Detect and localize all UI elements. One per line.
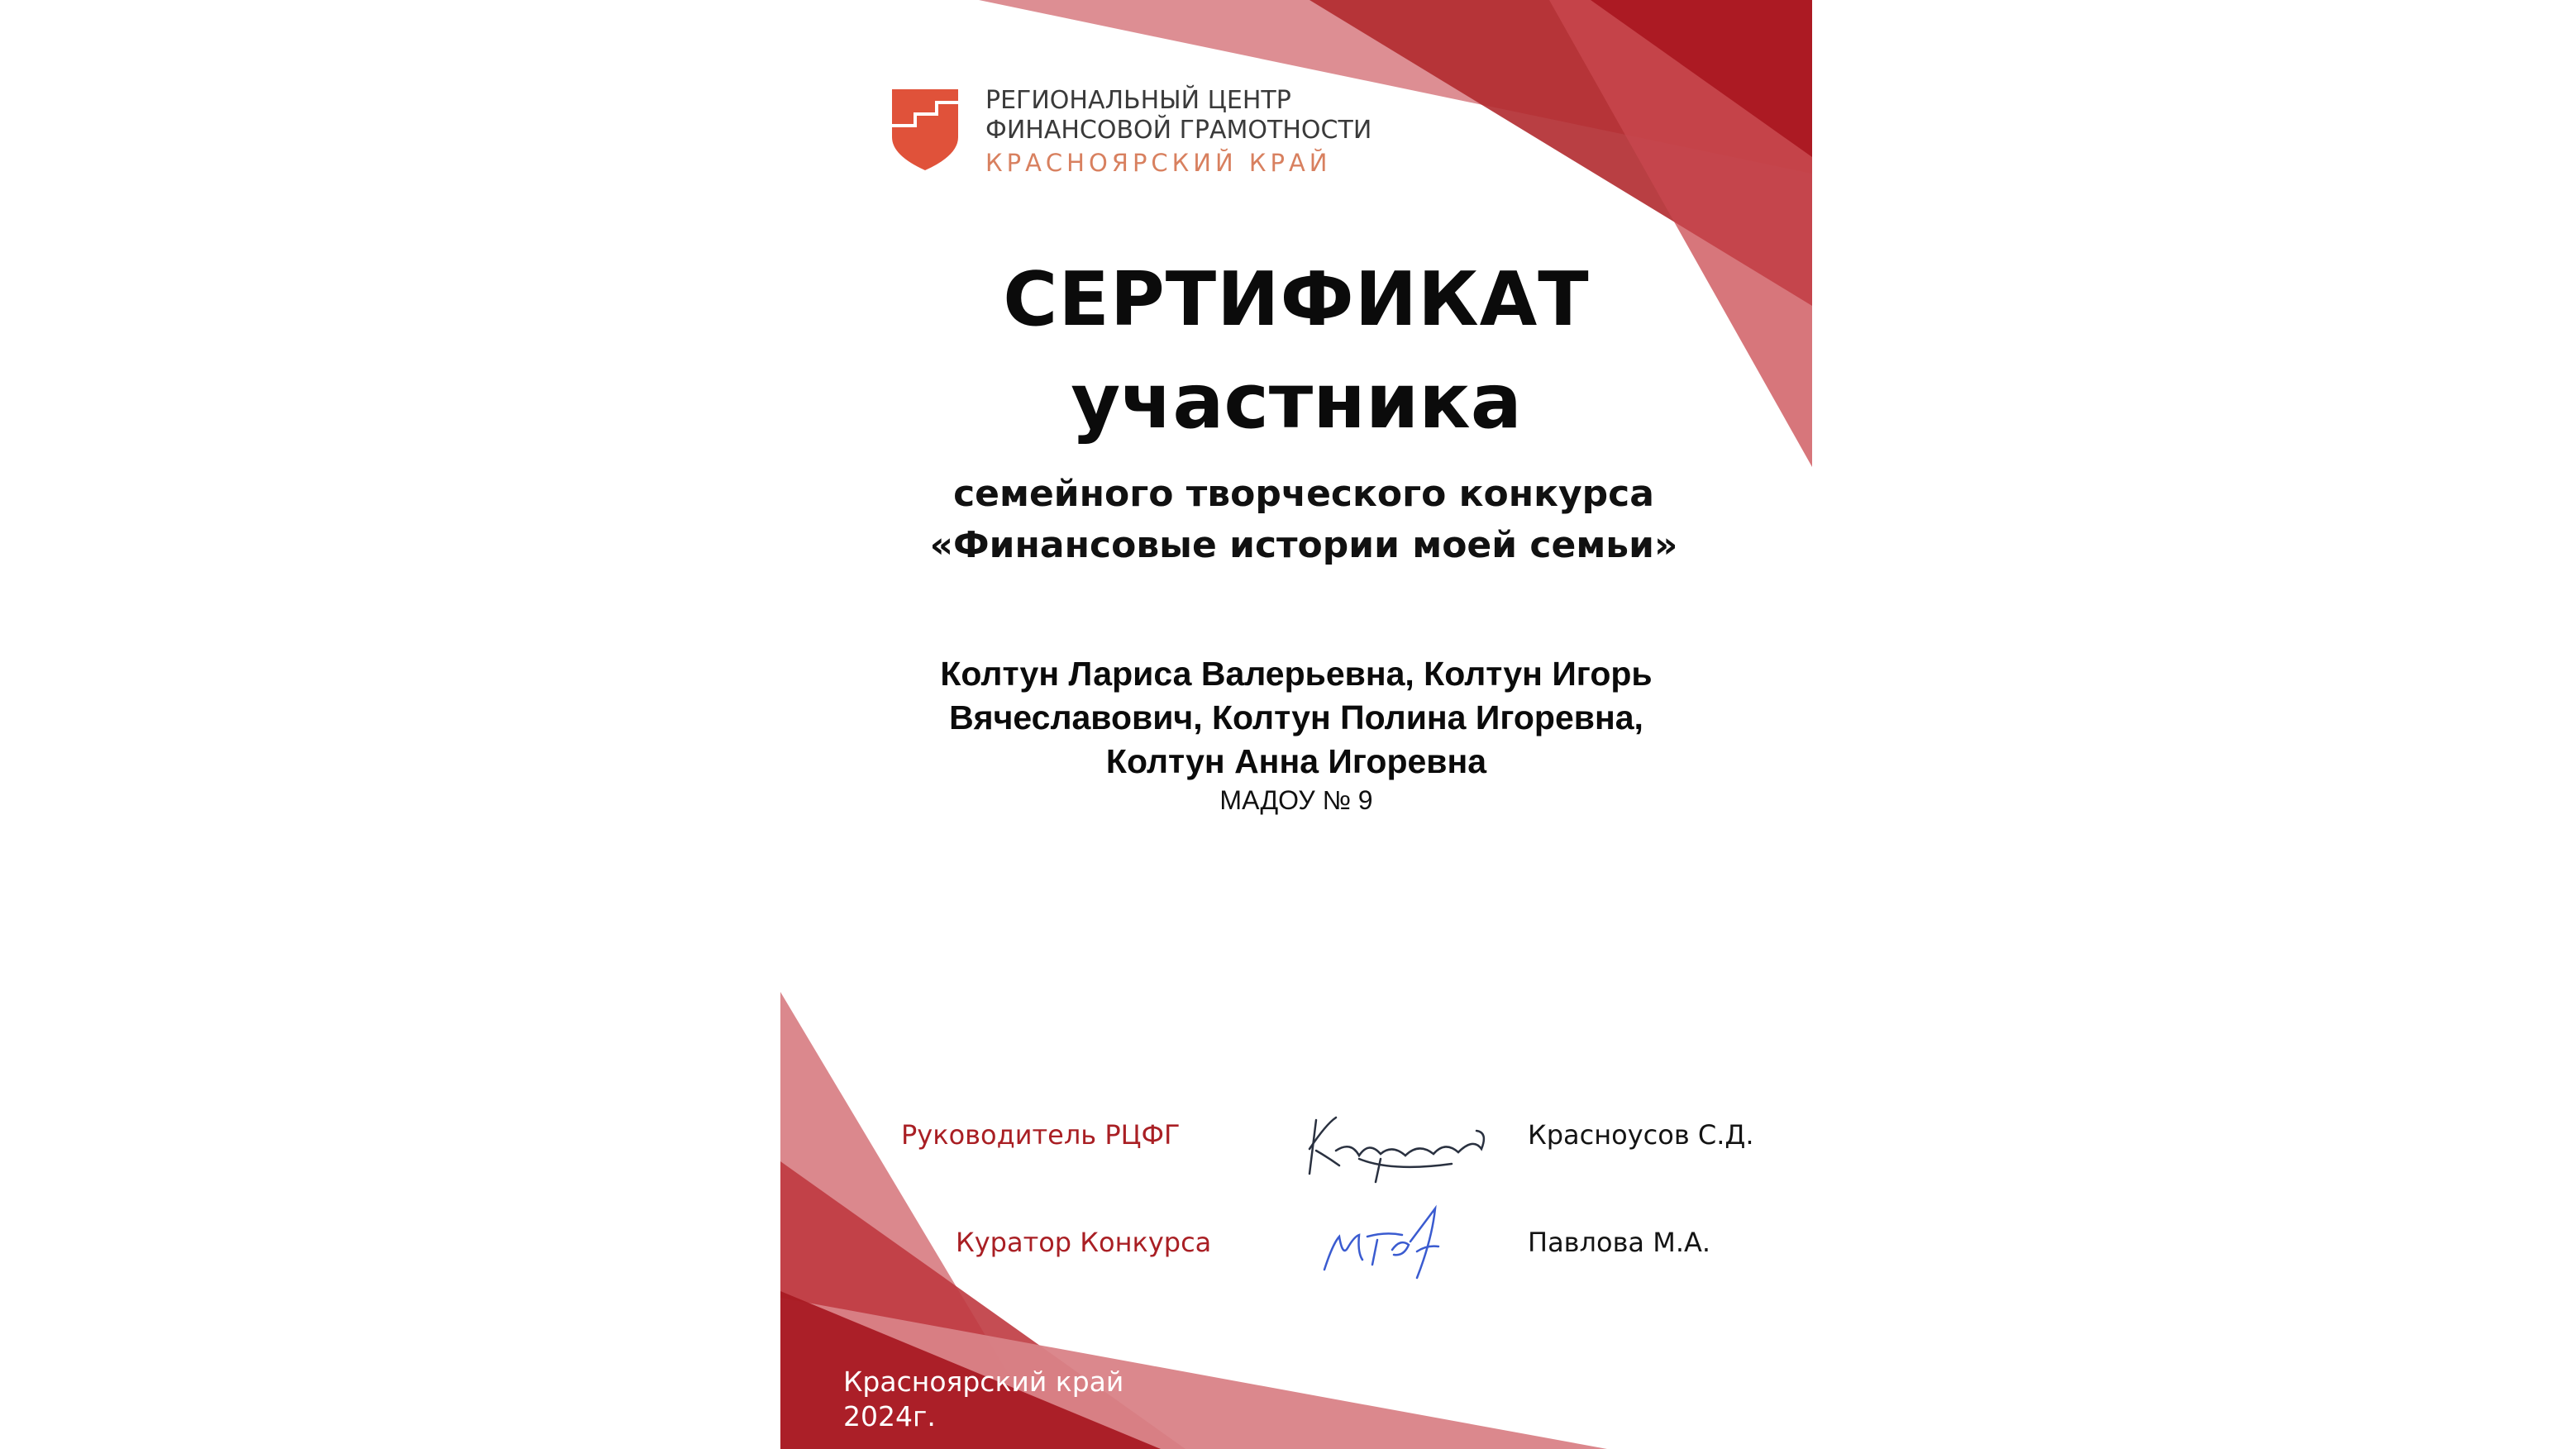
- participant-names-line3: Колтун Анна Игоревна: [1105, 742, 1487, 780]
- participant-names-line1: Колтун Лариса Валерьевна, Колтун Игорь: [940, 655, 1653, 693]
- signer-1-role: Руководитель РЦФГ: [901, 1119, 1181, 1151]
- signature-2-handwriting: [1324, 1208, 1438, 1278]
- footer-year: 2024г.: [843, 1400, 936, 1432]
- participant-names-line2: Вячеславович, Колтун Полина Игоревна,: [949, 698, 1643, 736]
- contest-name-line1: семейного творческого конкурса: [953, 473, 1654, 515]
- certificate-subtitle: участника: [1071, 357, 1522, 446]
- rcfg-logo-icon: [892, 89, 958, 170]
- signature-1-handwriting: [1309, 1118, 1484, 1182]
- signer-1-name: Красноусов С.Д.: [1528, 1119, 1754, 1151]
- institution: МАДОУ № 9: [1219, 785, 1373, 815]
- certificate: [780, 0, 1812, 1449]
- org-region: КРАСНОЯРСКИЙ КРАЙ: [985, 149, 1332, 177]
- signer-2-role: Куратор Конкурса: [956, 1227, 1212, 1258]
- contest-name-line2: «Финансовые истории моей семьи»: [929, 524, 1678, 566]
- signer-2-name: Павлова М.А.: [1528, 1227, 1711, 1258]
- certificate-title: СЕРТИФИКАТ: [1003, 256, 1590, 343]
- org-name-line2: ФИНАНСОВОЙ ГРАМОТНОСТИ: [985, 116, 1372, 145]
- footer-region: Красноярский край: [843, 1366, 1124, 1398]
- org-name-line1: РЕГИОНАЛЬНЫЙ ЦЕНТР: [985, 86, 1291, 115]
